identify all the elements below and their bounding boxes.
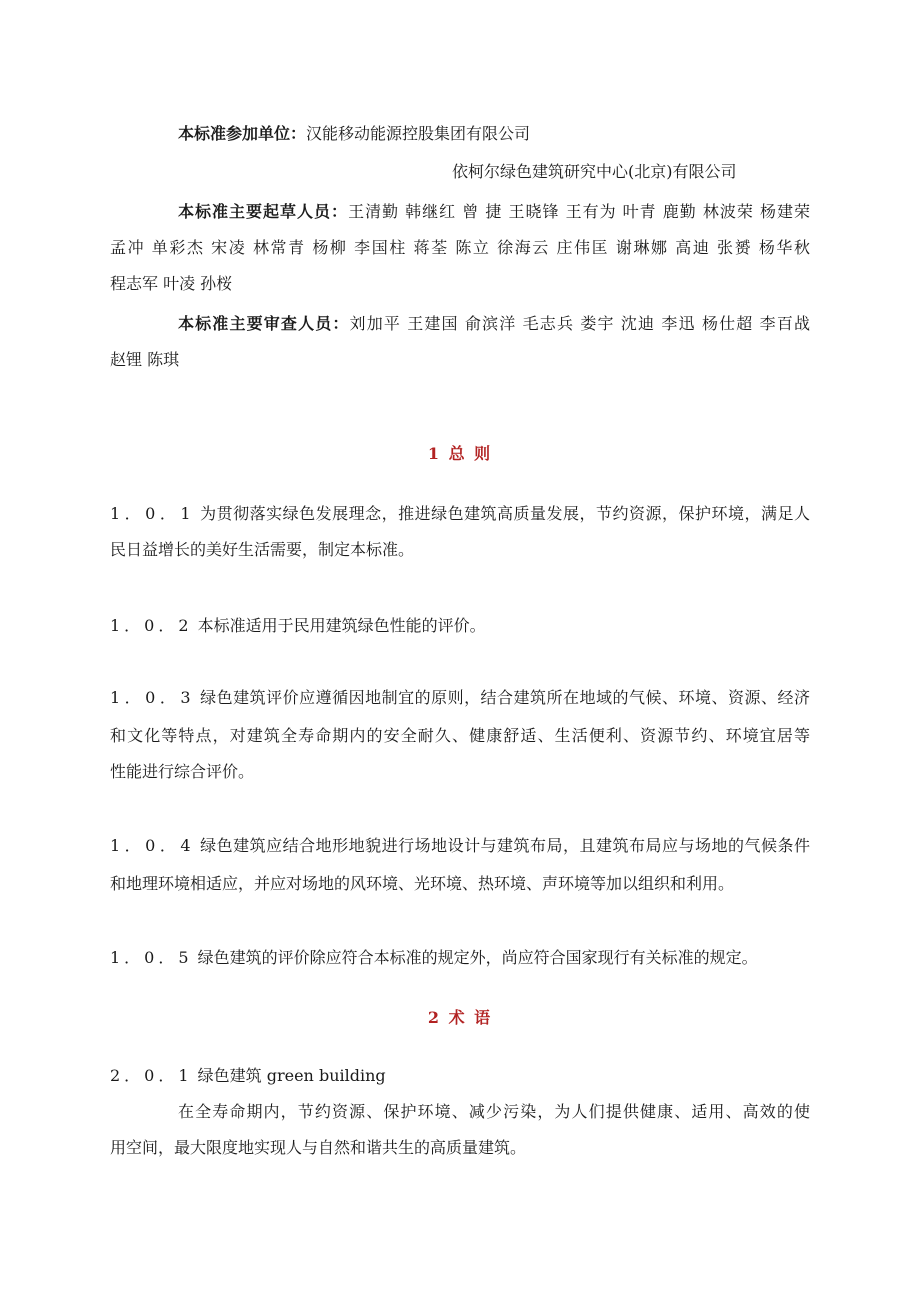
clause-1-0-3-line-3: 性能进行综合评价。 bbox=[110, 762, 255, 781]
chapter-2-title: 2 术 语 bbox=[427, 1008, 493, 1027]
clause-1-0-1-number: 1．0．1 bbox=[110, 504, 195, 523]
document-page bbox=[110, 0, 810, 1302]
participants-line bbox=[178, 122, 810, 146]
reviewers-line-2: 赵锂 陈琪 bbox=[110, 350, 180, 369]
reviewers-label: 本标准主要审查人员： bbox=[178, 314, 350, 333]
drafters-line-1 bbox=[178, 200, 810, 224]
clause-1-0-3-number: 1．0．3 bbox=[110, 688, 195, 707]
clause-1-0-3-text-1: 绿色建筑评价应遵循因地制宜的原则，结合建筑所在地域的气候、环境、资源、经济 bbox=[200, 688, 810, 707]
clause-1-0-5-number: 1．0．5 bbox=[110, 948, 193, 967]
clause-1-0-5-line-1 bbox=[110, 946, 810, 970]
clause-1-0-2-number: 1．0．2 bbox=[110, 616, 193, 635]
participants-label: 本标准参加单位： bbox=[178, 124, 307, 143]
clause-1-0-4-line-2: 和地理环境相适应，并应对场地的风环境、光环境、热环境、声环境等加以组织和利用。 bbox=[110, 874, 735, 893]
drafters-names-1: 王清勤 韩继红 曾 捷 王晓锋 王有为 叶青 鹿勤 林波荣 杨建荣 bbox=[348, 202, 810, 221]
clause-1-0-2-text-1: 本标准适用于民用建筑绿色性能的评价。 bbox=[197, 616, 486, 635]
term-2-0-1-number: 2．0．1 bbox=[110, 1066, 193, 1085]
clause-1-0-4-number: 1．0．4 bbox=[110, 836, 195, 855]
drafters-line-2: 孟冲 单彩杰 宋凌 林常青 杨柳 李国柱 蒋荃 陈立 徐海云 庄伟匡 谢琳娜 高迪 张赟 杨华秋 bbox=[110, 238, 810, 257]
clause-1-0-3-line-1 bbox=[110, 686, 810, 710]
clause-1-0-4-line-1 bbox=[110, 834, 810, 858]
term-2-0-1-name: 绿色建筑 green building bbox=[197, 1066, 386, 1085]
clause-1-0-5-text-1: 绿色建筑的评价除应符合本标准的规定外，尚应符合国家现行有关标准的规定。 bbox=[197, 948, 758, 967]
clause-1-0-2-line-1 bbox=[110, 614, 810, 638]
participant-org-2: 依柯尔绿色建筑研究中心(北京)有限公司 bbox=[452, 162, 737, 181]
drafters-label: 本标准主要起草人员： bbox=[178, 202, 349, 221]
term-2-0-1-line-2: 用空间，最大限度地实现人与自然和谐共生的高质量建筑。 bbox=[110, 1138, 527, 1157]
chapter-1-title: 1 总 则 bbox=[427, 444, 493, 463]
term-2-0-1-heading bbox=[110, 1064, 810, 1088]
drafters-line-3: 程志军 叶凌 孙桜 bbox=[110, 274, 233, 293]
term-2-0-1-line-1: 在全寿命期内，节约资源、保护环境、减少污染，为人们提供健康、适用、高效的使 bbox=[178, 1102, 810, 1121]
reviewers-line-1 bbox=[178, 312, 810, 336]
clause-1-0-1-line-1 bbox=[110, 502, 810, 526]
clause-1-0-4-text-1: 绿色建筑应结合地形地貌进行场地设计与建筑布局，且建筑布局应与场地的气候条件 bbox=[200, 836, 810, 855]
clause-1-0-1-text-1: 为贯彻落实绿色发展理念，推进绿色建筑高质量发展，节约资源，保护环境，满足人 bbox=[200, 504, 810, 523]
clause-1-0-3-line-2: 和文化等特点，对建筑全寿命期内的安全耐久、健康舒适、生活便利、资源节约、环境宜居等 bbox=[110, 726, 810, 745]
reviewers-names-1: 刘加平 王建国 俞滨洋 毛志兵 娄宇 沈迪 李迅 杨仕超 李百战 bbox=[349, 314, 810, 333]
participant-org-1: 汉能移动能源控股集团有限公司 bbox=[306, 124, 531, 143]
clause-1-0-1-line-2: 民日益增长的美好生活需要，制定本标准。 bbox=[110, 540, 415, 559]
